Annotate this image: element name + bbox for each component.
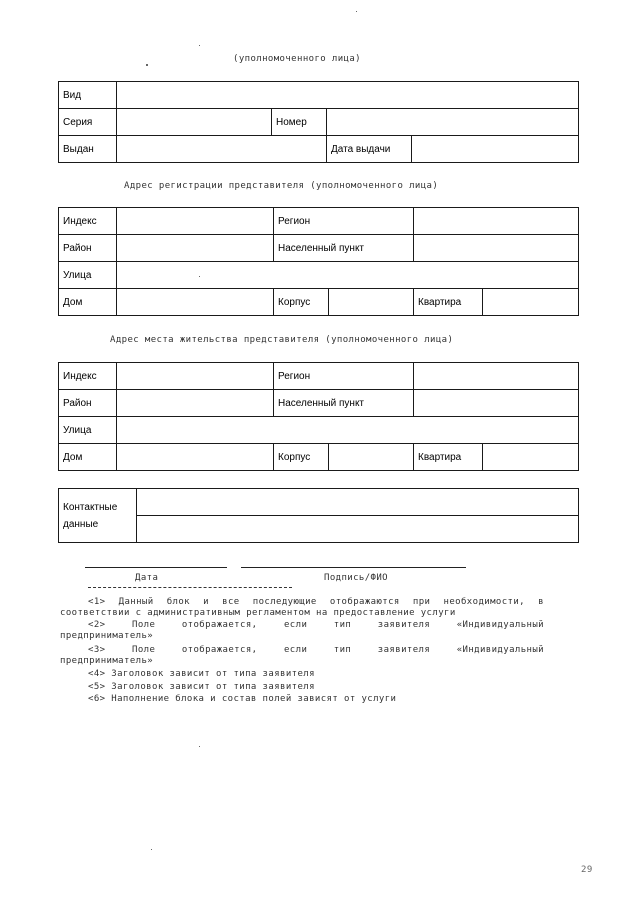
reg-index-label: Индекс [59,208,117,235]
reg-address-table [58,207,579,316]
reg-region-field[interactable] [414,208,579,235]
date-caption: Дата [135,573,159,583]
reg-house-field[interactable] [117,289,274,316]
res-index-label: Индекс [59,363,117,390]
doc-series-label: Серия [59,109,117,136]
contacts-table [58,488,579,543]
reg-region-label: Регион [274,208,414,235]
page-number: 29 [581,865,593,875]
date-line [85,567,227,568]
reg-apartment-field[interactable] [483,289,579,316]
reg-street-label: Улица [59,262,117,289]
footnote-1-line-1: <1> Данный блок и все последующие отображаются при необходимости, в [88,597,544,607]
signature-line [241,567,466,568]
scan-speck [199,746,200,747]
reg-locality-label: Населенный пункт [274,235,414,262]
reg-district-field[interactable] [117,235,274,262]
reg-street-field[interactable] [117,262,579,289]
reg-index-field[interactable] [117,208,274,235]
contacts-field-2[interactable] [137,516,579,543]
reg-district-label: Район [59,235,117,262]
reg-house-label: Дом [59,289,117,316]
res-house-field[interactable] [117,444,274,471]
res-region-label: Регион [274,363,414,390]
doc-type-field[interactable] [117,82,579,109]
footnote-4: <4> Заголовок зависит от типа заявителя [88,669,315,679]
doc-issued-by-field[interactable] [117,136,327,163]
reg-address-caption: Адрес регистрации представителя (уполномоченного лица) [124,181,439,191]
header-caption: (уполномоченного лица) [233,54,362,64]
contacts-label-line2: данные [63,518,99,530]
res-index-field[interactable] [117,363,274,390]
footnote-2-line-2: предприниматель» [60,631,154,641]
doc-issue-date-label: Дата выдачи [327,136,412,163]
res-apartment-field[interactable] [483,444,579,471]
identity-document-table [58,81,579,163]
footnote-3-line-2: предприниматель» [60,656,154,666]
doc-series-field[interactable] [117,109,272,136]
contacts-label-line1: Контактные [63,501,118,513]
footnote-5: <5> Заголовок зависит от типа заявителя [88,682,315,692]
footnote-6: <6> Наполнение блока и состав полей зависят от услуги [88,694,397,704]
res-locality-label: Населенный пункт [274,390,414,417]
doc-type-label: Вид [59,82,117,109]
doc-issue-date-field[interactable] [412,136,579,163]
reg-locality-field[interactable] [414,235,579,262]
res-address-caption: Адрес места жительства представителя (уполномоченного лица) [110,335,454,345]
res-building-label: Корпус [274,444,329,471]
res-region-field[interactable] [414,363,579,390]
scan-speck [151,849,152,850]
reg-building-label: Корпус [274,289,329,316]
res-locality-field[interactable] [414,390,579,417]
reg-building-field[interactable] [329,289,414,316]
doc-number-field[interactable] [327,109,579,136]
scan-speck [199,45,200,46]
res-address-table [58,362,579,471]
reg-apartment-label: Квартира [414,289,483,316]
doc-number-label: Номер [272,109,327,136]
contacts-label [59,489,137,543]
footnote-2-line-1: <2> Поле отображается, если тип заявителя «Индивидуальный [88,620,544,630]
doc-issued-by-label: Выдан [59,136,117,163]
res-street-field[interactable] [117,417,579,444]
contacts-field-1[interactable] [137,489,579,516]
footnote-separator [88,587,292,588]
res-house-label: Дом [59,444,117,471]
res-street-label: Улица [59,417,117,444]
res-building-field[interactable] [329,444,414,471]
signature-caption: Подпись/ФИО [324,573,389,583]
footnote-3-line-1: <3> Поле отображается, если тип заявителя «Индивидуальный [88,645,544,655]
footnote-1-line-2: соответствии с административным регламентом на предоставление услуги [60,608,456,618]
scan-speck [146,64,148,66]
scan-speck [356,11,357,12]
res-district-field[interactable] [117,390,274,417]
res-district-label: Район [59,390,117,417]
res-apartment-label: Квартира [414,444,483,471]
